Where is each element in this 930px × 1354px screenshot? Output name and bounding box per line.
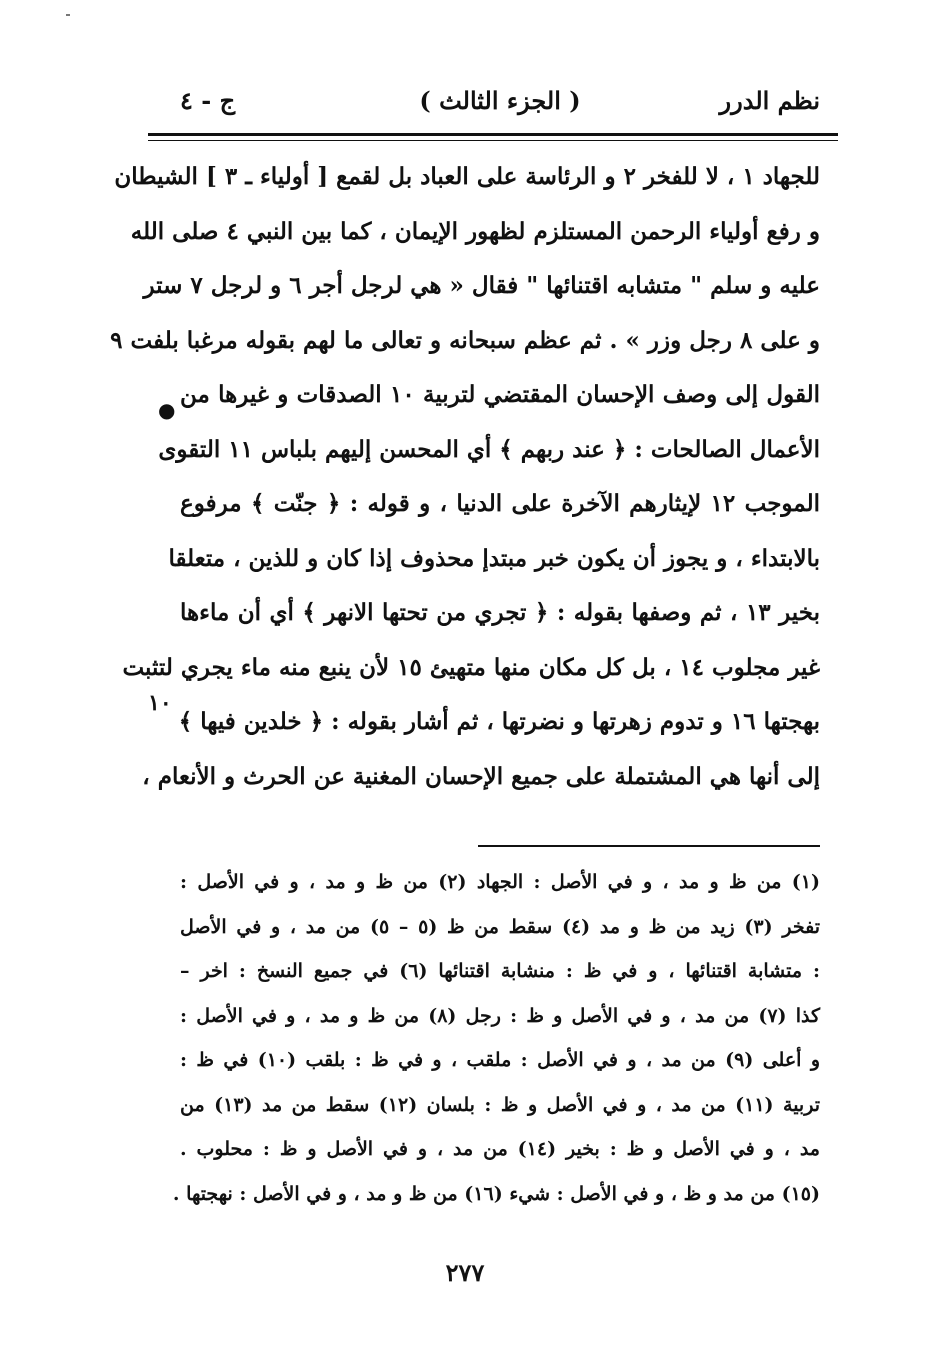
footnote-line: (١) من ظ و مد ، و في الأصل : الجهاد (٢) من ظ و مد ، و في الأصل : bbox=[180, 871, 821, 893]
text-line: الموجب ١٢ لإيثارهم الآخرة على الدنيا ، و قوله : ﴿ جنّت ﴾ مرفوع bbox=[180, 490, 820, 517]
text-line: غير مجلوب ١٤ ، بل كل مكان منها متهيئ ١٥ لأن ينبع منه ماء يجري لتثبت bbox=[122, 653, 820, 681]
main-text bbox=[110, 150, 820, 804]
text-line: عليه و سلم " متشابه اقتنائها " فقال « هي لرجل أجر ٦ و لرجل ٧ ستر bbox=[143, 272, 820, 299]
text-line: الأعمال الصالحات : ﴿ عند ربهم ﴾ أي المحسن إليهم بلباس ١١ التقوى bbox=[158, 435, 820, 463]
volume-label: ج - ٤ bbox=[180, 86, 236, 115]
footnote-line: تفخر (٣) زيد من ظ و مد (٤) سقط من ظ (٥ – ٥) من مد ، و في الأصل bbox=[180, 915, 820, 938]
footnotes bbox=[172, 860, 821, 1216]
text-line: إلى أنها هي المشتملة على جميع الإحسان المغنية عن الحرث و الأنعام ، bbox=[142, 762, 820, 790]
scan-speck bbox=[66, 14, 70, 16]
footnote-line: مد ، و في الأصل و ظ : بخير (١٤) من مد ، و في الأصل و ظ : محلوب . bbox=[180, 1138, 820, 1160]
part-label: ( الجزء الثالث ) bbox=[419, 86, 581, 115]
header-rule-thick bbox=[148, 133, 838, 136]
text-line: القول إلى وصف الإحسان المقتضي لتربية ١٠ الصدقات و غيرها من bbox=[180, 381, 820, 408]
text-line: للجهاد ١ ، لا للفخر ٢ و الرئاسة على العباد بل لقمع [ أولياء ـ ٣ ] الشيطان bbox=[114, 163, 820, 190]
text-line: بهجتها ١٦ و تدوم زهرتها و نضرتها ، ثم أشار بقوله : ﴿ خلدين فيها ﴾ bbox=[178, 708, 820, 735]
text-line: بخير ١٣ ، ثم وصفها بقوله : ﴿ تجري من تحتها الانهر ﴾ أي أن ماءها bbox=[180, 599, 820, 626]
page-header bbox=[180, 80, 820, 130]
text-line: و على ٨ رجل وزر » . ثم عظم سبحانه و تعالى ما لهم بقوله مرغبا بلفت ٩ bbox=[110, 326, 820, 354]
margin-line-number: ١٠ bbox=[148, 690, 172, 716]
footnote-line: كذا (٧) من مد ، و في الأصل و ظ : رجل (٨) من ظ و مد ، و في الأصل : bbox=[180, 1004, 821, 1027]
footnote-line: تربية (١١) من مد ، و في الأصل و ظ : بلسان (١٢) سقط من مد (١٣) من bbox=[180, 1093, 820, 1116]
text-line: بالابتداء ، و يجوز أن يكون خبر مبتدإ محذوف إذا كان و للذين ، متعلقا bbox=[168, 544, 820, 572]
footnote-separator bbox=[478, 845, 820, 847]
text-line: و رفع أولياء الرحمن المستلزم لظهور الإيمان ، كما بين النبي ٤ صلى الله bbox=[130, 217, 820, 245]
footnote-line: : متشابة اقتنائها ، و في ظ : منشابة اقتنائها (٦) في جميع النسخ : اخر – bbox=[180, 960, 820, 982]
header-rule-thin bbox=[148, 140, 838, 141]
book-title: نظم الدرر bbox=[719, 86, 820, 115]
footnote-line: و أعلى (٩) من مد ، و في الأصل : ملقب ، و في ظ : بلقب (١٠) في ظ : bbox=[180, 1049, 821, 1071]
footnote-line: (١٥) من مد و ظ ، و في الأصل : شيء (١٦) من ظ و مد ، و في الأصل : نهجتها . bbox=[172, 1182, 820, 1205]
page-number: ٢٧٧ bbox=[445, 1258, 485, 1287]
margin-bullet: ● bbox=[158, 398, 176, 422]
